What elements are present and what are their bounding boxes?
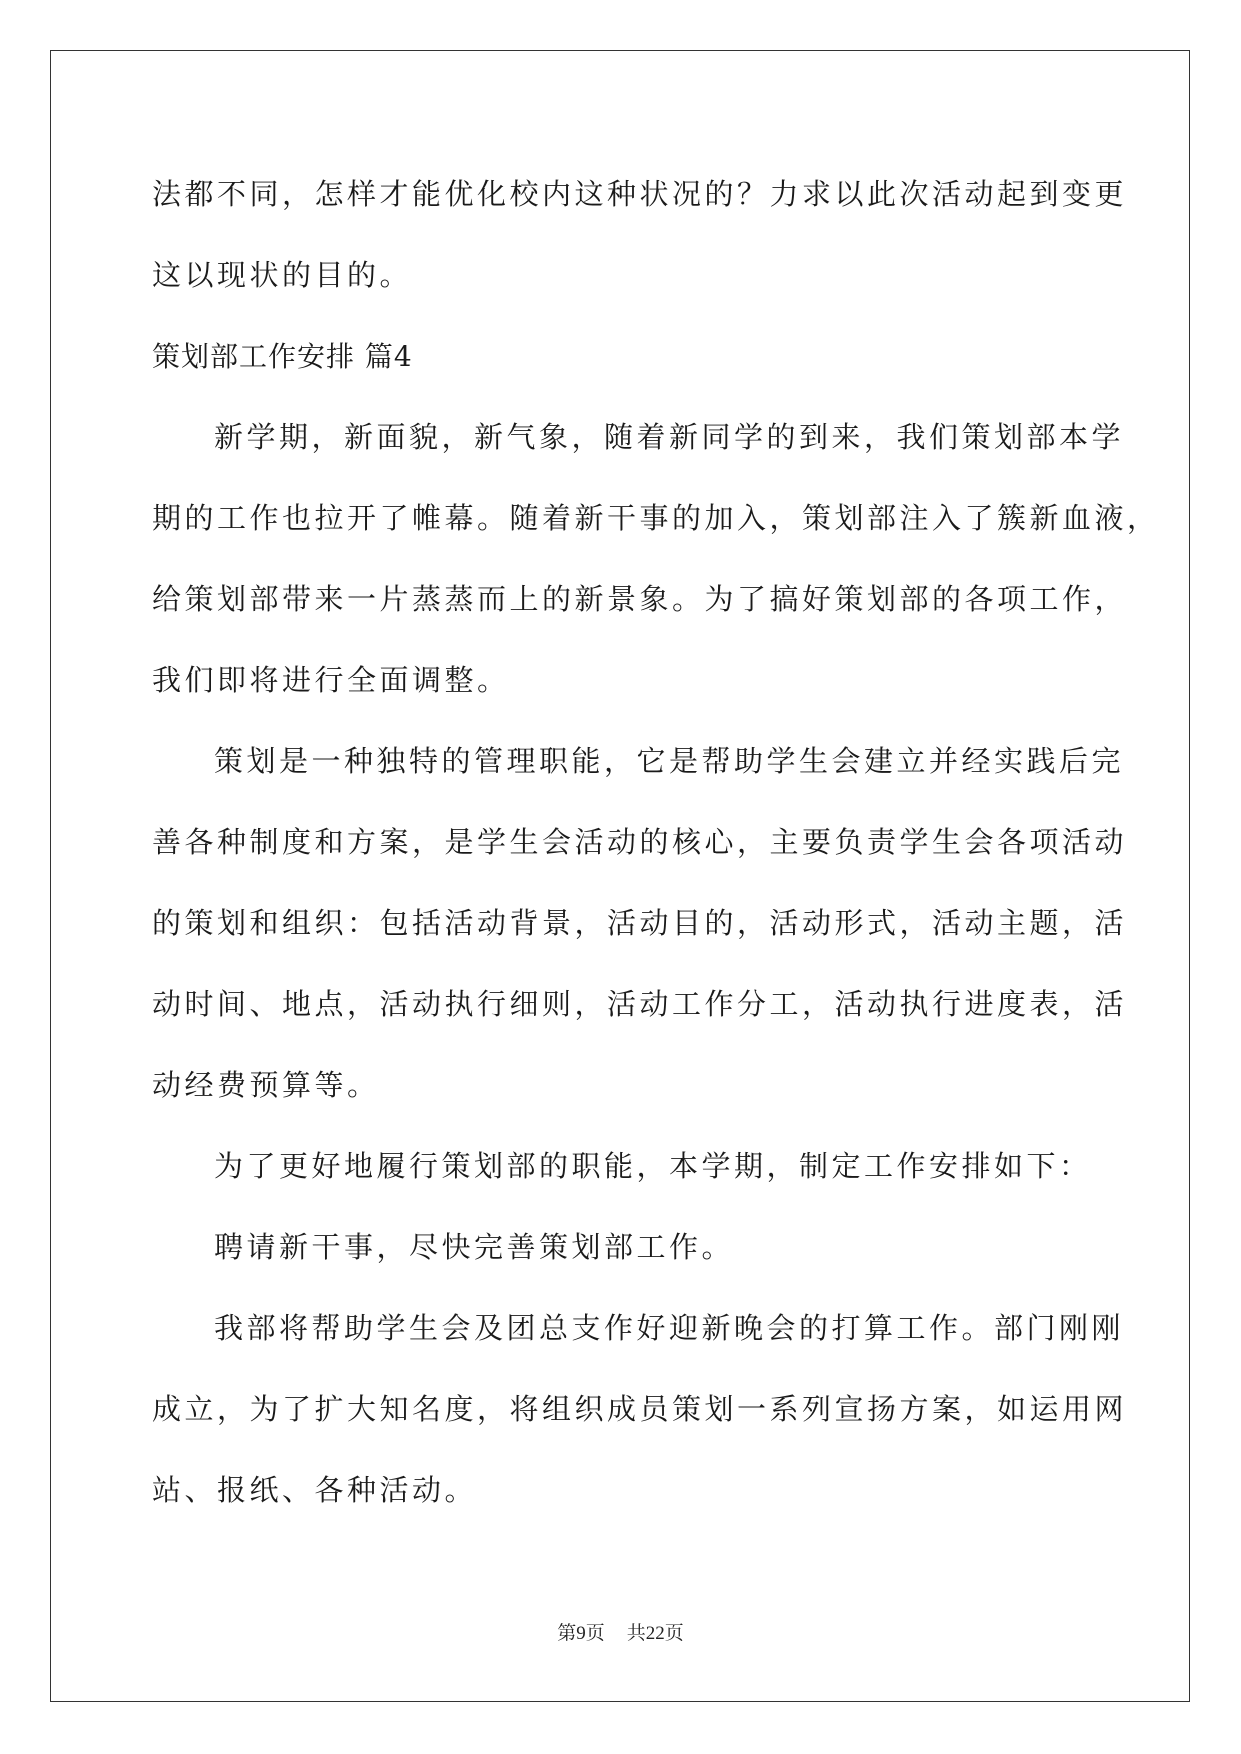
text-line: 我部将帮助学生会及团总支作好迎新晚会的打算工作。部门刚刚 [214, 1311, 1125, 1345]
page-number: 第9页 [557, 1623, 605, 1644]
text-line: 的策划和组织：包括活动背景，活动目的，活动形式，活动主题，活 [152, 906, 1128, 940]
text-line: 动经费预算等。 [152, 1068, 380, 1102]
text-line: 法都不同，怎样才能优化校内这种状况的？力求以此次活动起到变更 [152, 177, 1128, 211]
text-line: 新学期，新面貌，新气象，随着新同学的到来，我们策划部本学 [214, 420, 1125, 454]
text-line: 聘请新干事，尽快完善策划部工作。 [214, 1230, 735, 1264]
text-line: 为了更好地履行策划部的职能，本学期，制定工作安排如下： [214, 1149, 1092, 1183]
text-line: 我们即将进行全面调整。 [152, 663, 510, 697]
document-body [152, 154, 1160, 1531]
page-total: 共22页 [626, 1623, 684, 1644]
text-line: 期的工作也拉开了帷幕。随着新干事的加入，策划部注入了簇新血液， [152, 501, 1160, 535]
text-line: 这以现状的目的。 [152, 258, 413, 292]
text-line: 善各种制度和方案，是学生会活动的核心，主要负责学生会各项活动 [152, 825, 1128, 859]
text-line: 成立，为了扩大知名度，将组织成员策划一系列宣扬方案，如运用网 [152, 1392, 1128, 1426]
text-line: 策划是一种独特的管理职能，它是帮助学生会建立并经实践后完 [214, 744, 1125, 778]
text-line: 站、报纸、各种活动。 [152, 1473, 478, 1507]
section-title: 策划部工作安排 篇4 [152, 340, 413, 373]
page-footer [0, 1618, 1241, 1645]
text-line: 动时间、地点，活动执行细则，活动工作分工，活动执行进度表，活 [152, 987, 1128, 1021]
text-line: 给策划部带来一片蒸蒸而上的新景象。为了搞好策划部的各项工作， [152, 582, 1128, 616]
